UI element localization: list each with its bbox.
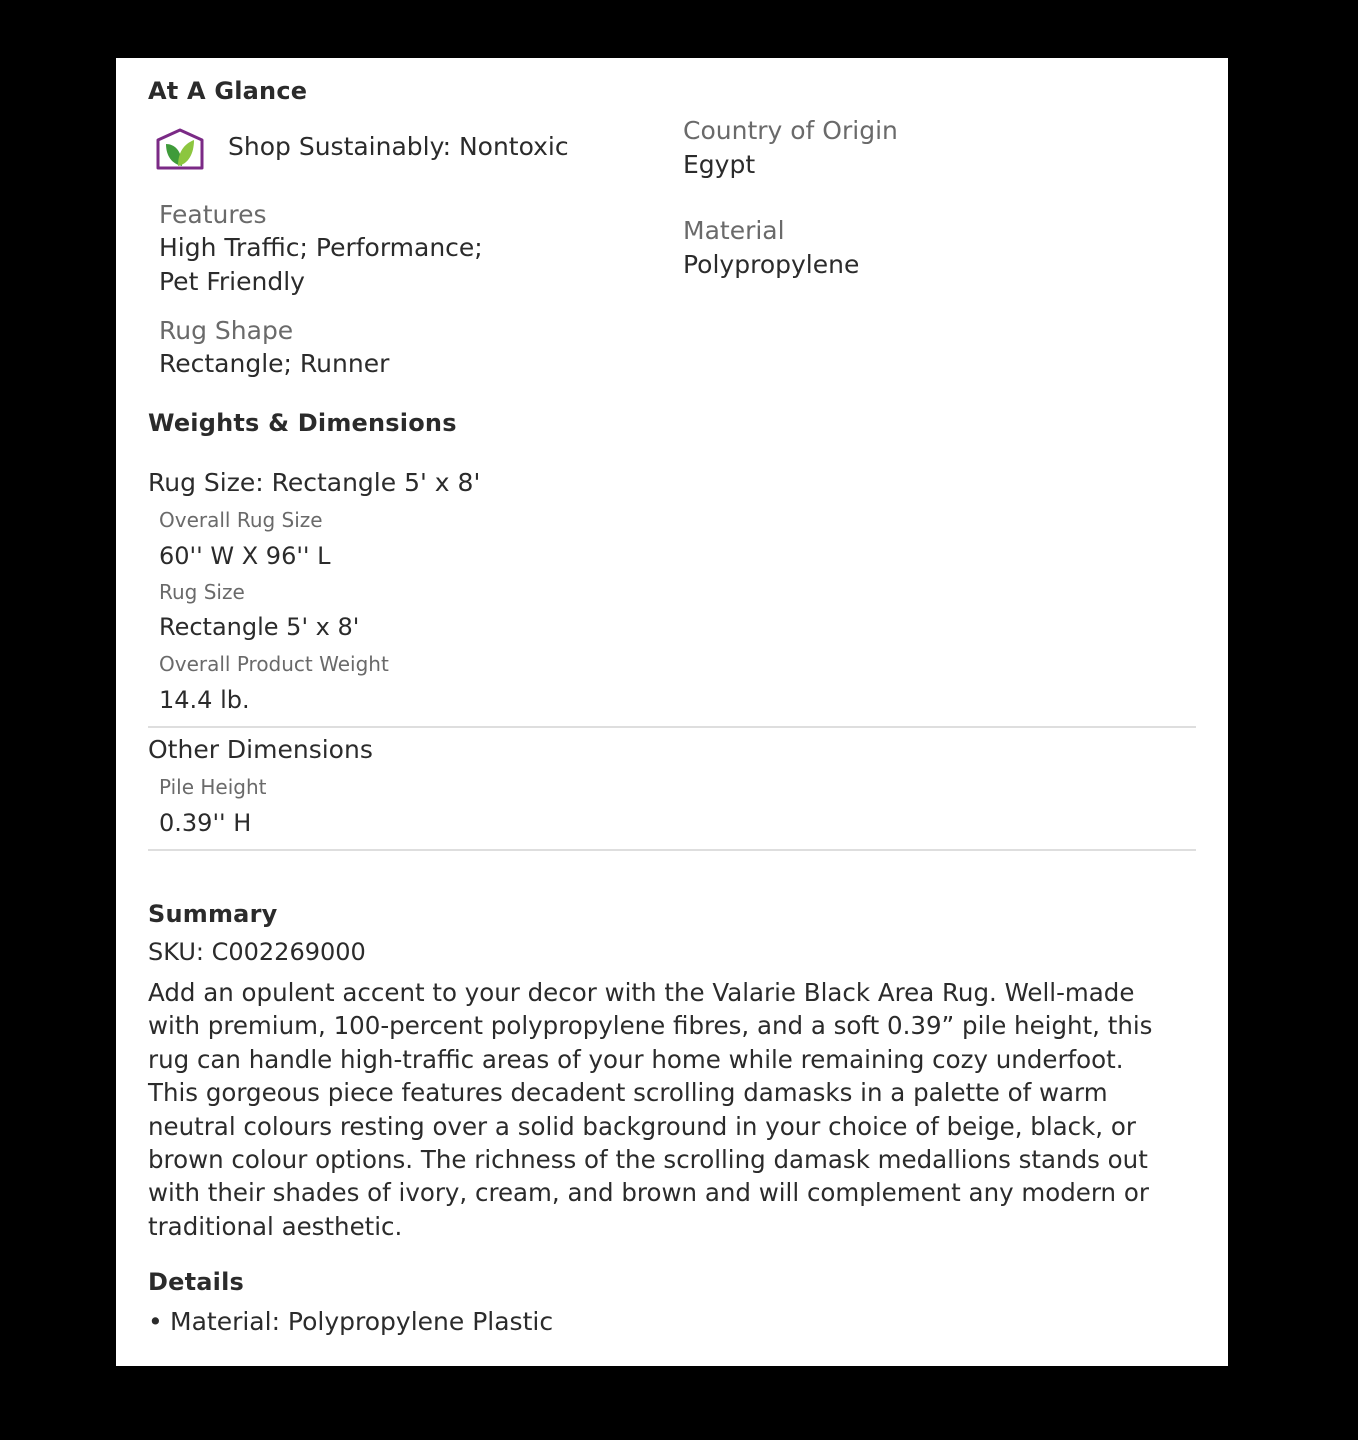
summary-description	[148, 976, 1208, 1243]
rug-size-label: Rug Size	[159, 580, 245, 604]
description-line: Add an opulent accent to your decor with the Valarie Black Area Rug. Well-made	[148, 978, 1135, 1007]
features-value-line2: Pet Friendly	[159, 267, 305, 296]
rug-shape-label: Rug Shape	[159, 316, 294, 345]
summary-heading: Summary	[148, 900, 278, 928]
details-list-item	[148, 1307, 553, 1336]
at-a-glance-heading: At A Glance	[148, 77, 308, 105]
features-value-line1: High Traffic; Performance;	[159, 233, 483, 262]
bullet: •	[148, 1307, 163, 1336]
pile-height-value: 0.39'' H	[159, 809, 252, 837]
country-of-origin-value: Egypt	[683, 150, 756, 179]
material-value: Polypropylene	[683, 250, 860, 279]
rug-size-title: Rug Size: Rectangle 5' x 8'	[148, 468, 481, 497]
description-line: neutral colours resting over a solid background in your choice of beige, black, or	[148, 1111, 1136, 1141]
description-line: traditional aesthetic.	[148, 1211, 403, 1241]
overall-product-weight-label: Overall Product Weight	[159, 652, 389, 676]
other-dimensions-heading: Other Dimensions	[148, 735, 373, 764]
details-heading: Details	[148, 1268, 245, 1296]
divider	[148, 849, 1196, 851]
description-line: This gorgeous piece features decadent scrolling damasks in a palette of warm	[148, 1078, 1108, 1108]
rug-size-value: Rectangle 5' x 8'	[159, 613, 360, 641]
description-line: brown colour options. The richness of the scrolling damask medallions stands out	[148, 1145, 1148, 1175]
features-label: Features	[159, 200, 267, 229]
overall-rug-size-value: 60'' W X 96'' L	[159, 542, 331, 570]
country-of-origin-label: Country of Origin	[683, 116, 898, 145]
details-item-text: Material: Polypropylene Plastic	[170, 1307, 554, 1336]
description-line: with their shades of ivory, cream, and brown and will complement any modern or	[148, 1178, 1149, 1208]
rug-shape-value: Rectangle; Runner	[159, 349, 390, 378]
overall-product-weight-value: 14.4 lb.	[159, 686, 250, 714]
leaf-house-icon	[154, 126, 206, 174]
pile-height-label: Pile Height	[159, 775, 267, 799]
sustainability-label[interactable]: Shop Sustainably: Nontoxic	[228, 132, 569, 161]
product-details-panel	[116, 58, 1228, 1366]
material-label: Material	[683, 216, 785, 245]
overall-rug-size-label: Overall Rug Size	[159, 508, 323, 532]
description-line: rug can handle high-traffic areas of your home while remaining cozy underfoot.	[148, 1044, 1124, 1074]
divider	[148, 726, 1196, 728]
description-line: with premium, 100-percent polypropylene fibres, and a soft 0.39” pile height, this	[148, 1011, 1153, 1041]
sku-text: SKU: C002269000	[148, 938, 366, 966]
weights-dimensions-heading: Weights & Dimensions	[148, 409, 457, 437]
